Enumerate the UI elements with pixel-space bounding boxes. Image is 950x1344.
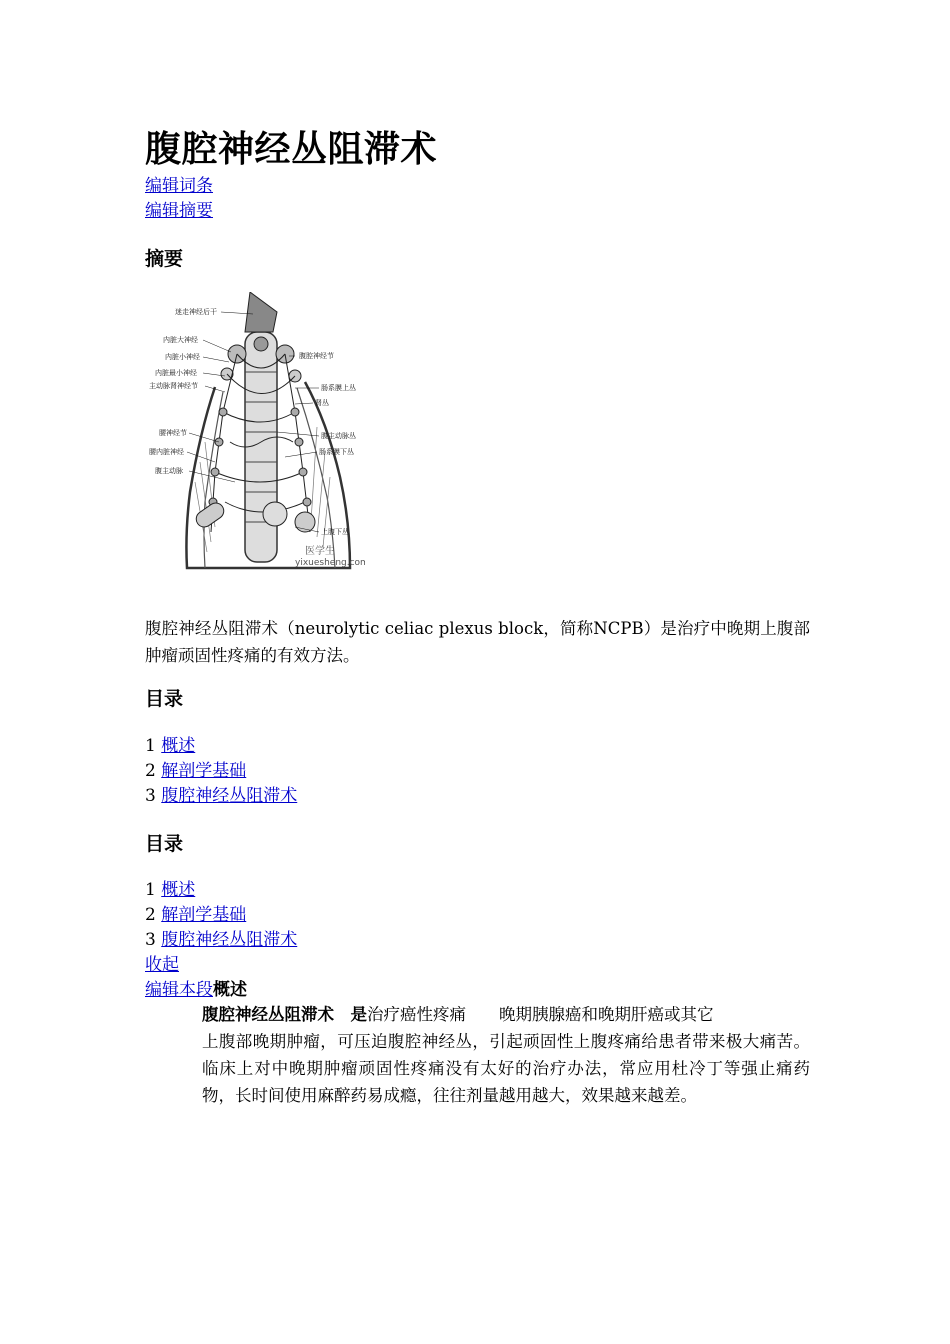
watermark-text: 医学生 xyxy=(305,546,335,557)
toc-link-anatomy[interactable]: 解剖学基础 xyxy=(161,761,247,781)
toc-link-overview[interactable]: 概述 xyxy=(161,880,196,900)
edit-section-link[interactable]: 编辑本段 xyxy=(145,980,213,1000)
figure-label-left: 腹主动脉 xyxy=(155,467,183,475)
toc-item-number: 1 xyxy=(145,880,156,900)
toc-link-anatomy[interactable]: 解剖学基础 xyxy=(161,905,247,925)
toc-link-procedure[interactable]: 腹腔神经丛阻滞术 xyxy=(161,786,298,806)
figure-label-right: 上腹下丛 xyxy=(321,528,349,536)
toc-item xyxy=(145,903,246,928)
watermark-url: yixuesheng.com xyxy=(295,558,365,568)
toc-heading: 目录 xyxy=(145,688,184,710)
toc-link-procedure[interactable]: 腹腔神经丛阻滞术 xyxy=(161,930,298,950)
edit-entry-link[interactable]: 编辑词条 xyxy=(145,176,213,196)
page-title: 腹腔神经丛阻滞术 xyxy=(145,129,438,170)
figure-label-left: 腰内脏神经 xyxy=(149,448,184,456)
toc-item xyxy=(145,784,297,809)
figure-label-left: 内脏大神经 xyxy=(163,336,198,344)
toc-item xyxy=(145,928,297,953)
figure-label-right: 肠系膜下丛 xyxy=(319,448,354,456)
toc-heading: 目录 xyxy=(145,833,184,855)
anatomy-illustration xyxy=(145,292,365,572)
edit-summary-row xyxy=(145,199,213,224)
toc-item xyxy=(145,759,246,784)
section-body-text: 上腹部晚期肿瘤，可压迫腹腔神经丛，引起顽固性上腹疼痛给患者带来极大痛苦。临床上对中晚期肿瘤顽固性疼痛没有太好的治疗办法，常应用杜冷丁等强止痛药物，长时间使用麻醉药易成瘾，往往剂量越用越大，效果越来越差。 xyxy=(202,1032,810,1105)
toc-link-overview[interactable]: 概述 xyxy=(161,736,196,756)
toc-item xyxy=(145,878,195,903)
figure-label-right: 腹腔神经节 xyxy=(299,352,334,360)
section-header-row xyxy=(145,978,247,1003)
figure-label-left: 内脏小神经 xyxy=(165,353,200,361)
figure-label-left: 迷走神经后干 xyxy=(175,308,217,316)
figure-label-left: 内脏最小神经 xyxy=(155,369,197,377)
figure-label-left: 主动脉肾神经节 xyxy=(149,382,198,390)
toc-item xyxy=(145,734,195,759)
figure-label-right: 肠系膜上丛 xyxy=(321,384,356,392)
edit-summary-link[interactable]: 编辑摘要 xyxy=(145,201,213,221)
figure-label-left: 腰神经节 xyxy=(159,429,187,437)
figure-label-right: 腹主动脉丛 xyxy=(321,432,356,440)
figure-label-right: 肾丛 xyxy=(315,399,329,407)
collapse-row xyxy=(145,953,179,978)
toc-item-number: 2 xyxy=(145,761,156,781)
toc-item-number: 3 xyxy=(145,930,156,950)
toc-item-number: 3 xyxy=(145,786,156,806)
collapse-link[interactable]: 收起 xyxy=(145,955,179,975)
summary-heading: 摘要 xyxy=(145,248,184,270)
section-lead-bold: 腹腔神经丛阻滞术 是 xyxy=(202,1005,367,1024)
anatomy-drawing xyxy=(145,292,365,572)
intro-paragraph: 腹腔神经丛阻滞术（neurolytic celiac plexus block，简称NCPB）是治疗中晚期上腹部肿瘤顽固性疼痛的有效方法。 xyxy=(145,619,810,665)
edit-entry-row xyxy=(145,174,213,199)
section-first-line xyxy=(202,1001,810,1028)
toc-item-number: 1 xyxy=(145,736,156,756)
section-heading: 概述 xyxy=(213,980,247,1000)
section-first-line-text: 治疗癌性疼痛 晚期胰腺癌和晚期肝癌或其它 xyxy=(367,1005,714,1024)
toc-item-number: 2 xyxy=(145,905,156,925)
section-paragraph xyxy=(202,1001,810,1109)
